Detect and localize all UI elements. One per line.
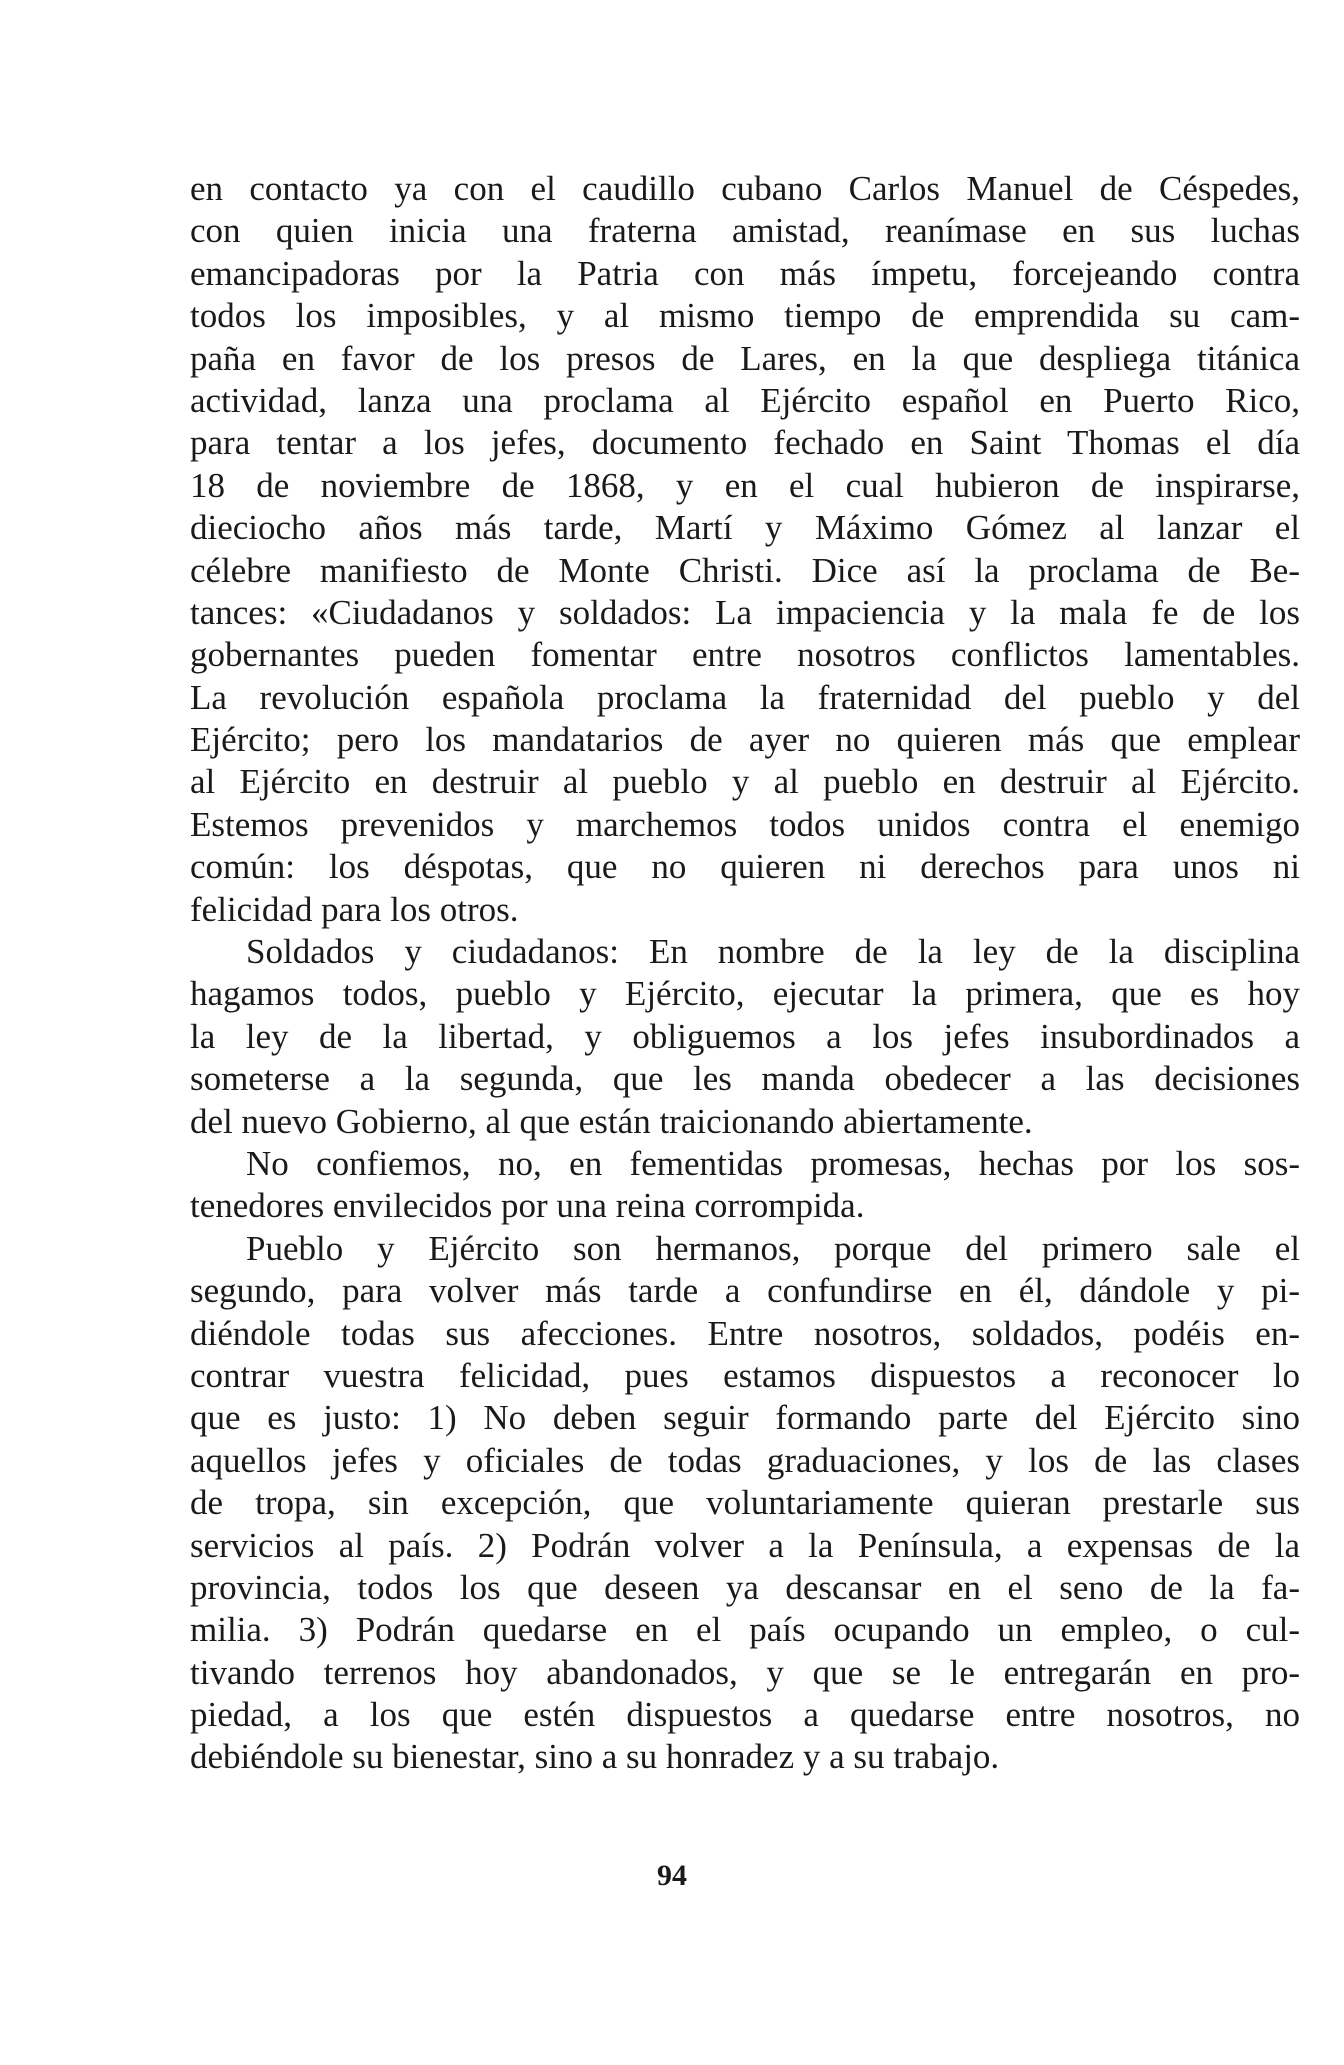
text-line: emancipadoras por la Patria con más ímpetu, forcejeando contra xyxy=(190,253,1300,293)
text-line: tenedores envilecidos por una reina corrompida. xyxy=(190,1186,865,1226)
text-line: tivando terrenos hoy abandonados, y que se le entregarán en pro- xyxy=(190,1652,1300,1692)
text-line: paña en favor de los presos de Lares, en la que despliega titánica xyxy=(190,338,1300,378)
paragraph xyxy=(190,931,1300,1143)
body-text xyxy=(190,168,1300,1779)
text-line: dieciocho años más tarde, Martí y Máximo Gómez al lanzar el xyxy=(190,508,1300,548)
text-line: contrar vuestra felicidad, pues estamos dispuestos a reconocer lo xyxy=(190,1355,1300,1395)
text-line: 18 de noviembre de 1868, y en el cual hubieron de inspirarse, xyxy=(190,465,1300,505)
text-line: Soldados y ciudadanos: En nombre de la ley de la disciplina xyxy=(246,932,1300,972)
paragraph xyxy=(190,168,1300,931)
text-line: Pueblo y Ejército son hermanos, porque del primero sale el xyxy=(246,1228,1300,1268)
page-number: 94 xyxy=(657,1859,687,1892)
text-line: tances: «Ciudadanos y soldados: La impaciencia y la mala fe de los xyxy=(190,592,1300,632)
text-line: aquellos jefes y oficiales de todas graduaciones, y los de las clases xyxy=(190,1440,1300,1480)
text-line: que es justo: 1) No deben seguir formando parte del Ejército sino xyxy=(190,1398,1300,1438)
text-line: célebre manifiesto de Monte Christi. Dice así la proclama de Be- xyxy=(190,550,1300,590)
text-line: la ley de la libertad, y obliguemos a los jefes insubordinados a xyxy=(190,1016,1300,1056)
text-line: servicios al país. 2) Podrán volver a la Península, a expensas de la xyxy=(190,1525,1300,1565)
text-line: La revolución española proclama la fraternidad del pueblo y del xyxy=(190,677,1300,717)
text-line: actividad, lanza una proclama al Ejército español en Puerto Rico, xyxy=(190,380,1300,420)
text-line: piedad, a los que estén dispuestos a quedarse entre nosotros, no xyxy=(190,1695,1300,1735)
text-line: milia. 3) Podrán quedarse en el país ocupando un empleo, o cul- xyxy=(190,1610,1300,1650)
text-line: Ejército; pero los mandatarios de ayer no quieren más que emplear xyxy=(190,720,1300,760)
text-line: común: los déspotas, que no quieren ni derechos para unos ni xyxy=(190,847,1300,887)
text-line: del nuevo Gobierno, al que están traicionando abiertamente. xyxy=(190,1101,1033,1141)
text-line: provincia, todos los que deseen ya descansar en el seno de la fa- xyxy=(190,1567,1300,1607)
text-line: al Ejército en destruir al pueblo y al pueblo en destruir al Ejército. xyxy=(190,762,1300,802)
text-line: todos los imposibles, y al mismo tiempo de emprendida su cam- xyxy=(190,296,1300,336)
text-line: en contacto ya con el caudillo cubano Carlos Manuel de Céspedes, xyxy=(190,169,1300,208)
text-line: Estemos prevenidos y marchemos todos unidos contra el enemigo xyxy=(190,804,1300,844)
text-line: de tropa, sin excepción, que voluntariamente quieran prestarle sus xyxy=(190,1483,1300,1523)
text-line: hagamos todos, pueblo y Ejército, ejecutar la primera, que es hoy xyxy=(190,974,1300,1014)
text-line: diéndole todas sus afecciones. Entre nosotros, soldados, podéis en- xyxy=(190,1313,1300,1353)
text-line: segundo, para volver más tarde a confundirse en él, dándole y pi- xyxy=(190,1271,1300,1311)
text-line: felicidad para los otros. xyxy=(190,889,519,929)
paragraph xyxy=(190,1143,1300,1228)
paragraph xyxy=(190,1228,1300,1779)
text-line: someterse a la segunda, que les manda obedecer a las decisiones xyxy=(190,1059,1300,1099)
text-line: para tentar a los jefes, documento fechado en Saint Thomas el día xyxy=(190,423,1300,463)
text-line: gobernantes pueden fomentar entre nosotros conflictos lamentables. xyxy=(190,635,1300,675)
text-line: No confiemos, no, en fementidas promesas, hechas por los sos- xyxy=(246,1143,1300,1183)
text-line: debiéndole su bienestar, sino a su honradez y a su trabajo. xyxy=(190,1737,1000,1777)
text-line: con quien inicia una fraterna amistad, reanímase en sus luchas xyxy=(190,211,1300,251)
